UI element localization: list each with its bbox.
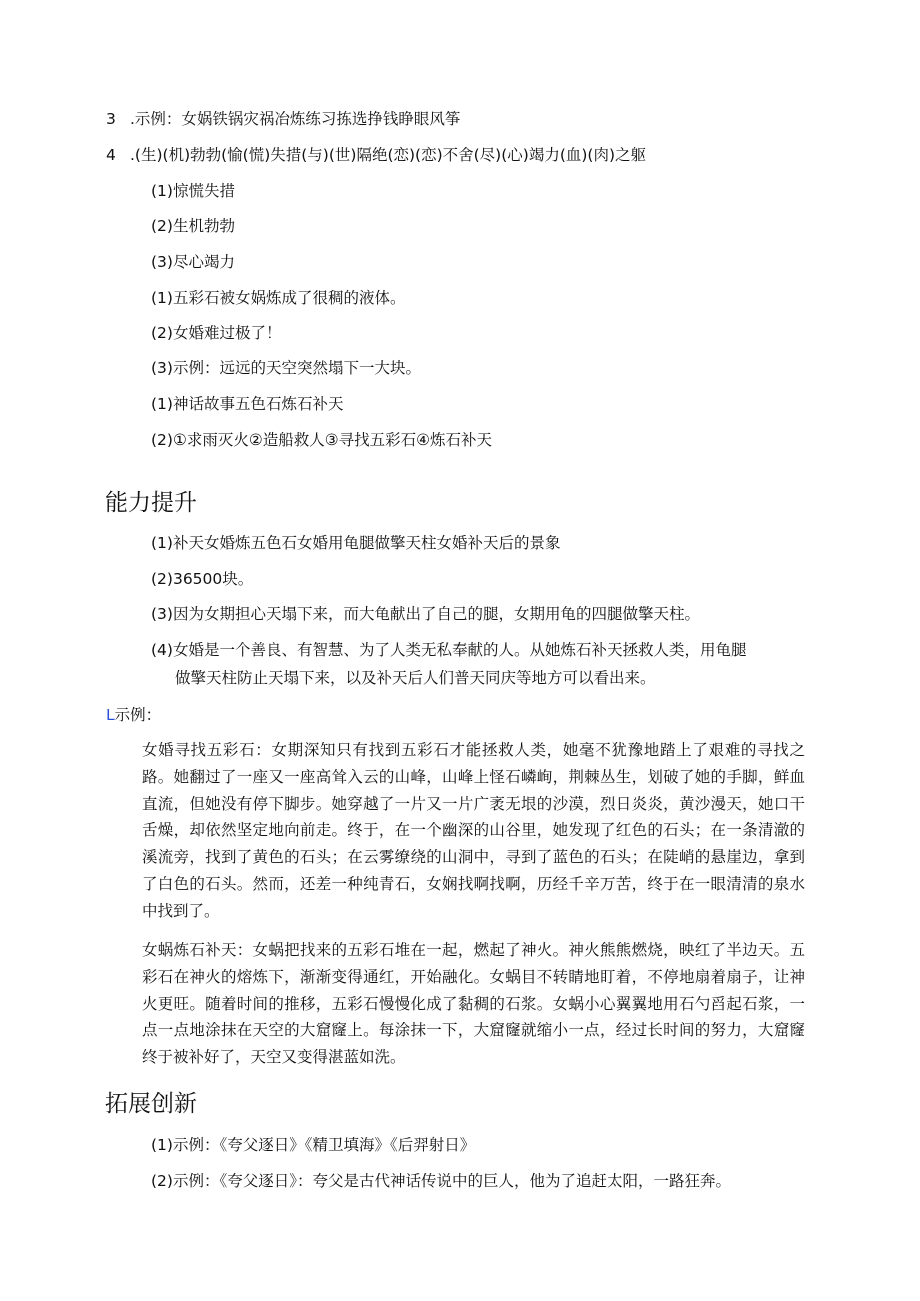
sub-item: (1)五彩石被女娲炼成了很稠的液体。 bbox=[151, 289, 406, 307]
ability-item: (1)补天女婚炼五色石女婚用龟腿做擎天柱女婚补天后的景象 bbox=[151, 534, 561, 552]
answer-item-4 bbox=[106, 144, 646, 166]
section-heading-ability: 能力提升 bbox=[105, 490, 197, 516]
ability-item-4-line1: (4)女婚是一个善良、有智慧、为了人类无私奉献的人。从她炼石补天拯救人类，用龟腿 bbox=[151, 641, 747, 659]
sub-item: (3)尽心竭力 bbox=[151, 253, 235, 271]
sub-item: (2)生机勃勃 bbox=[151, 217, 235, 235]
expand-item: (1)示例：《夸父逐日》《精卫填海》《后羿射日》 bbox=[151, 1136, 476, 1154]
sub-item: (1)惊慌失措 bbox=[151, 182, 235, 200]
example-label-text: 示例： bbox=[114, 706, 162, 724]
item-number: 4 bbox=[106, 146, 116, 164]
ability-item-4-line2: 做擎天柱防止天塌下来，以及补天后人们普天同庆等地方可以看出来。 bbox=[175, 669, 656, 687]
paragraph-text: 女婚寻找五彩石：女期深知只有找到五彩石才能拯救人类，她毫不犹豫地踏上了艰难的寻找之路。她翻过了一座又一座高耸入云的山峰，山峰上怪石嶙峋，荆棘丛生，划破了她的手脚，鲜血直流，但她没有停下脚步。她穿越了一片又一片广袤无垠的沙漠，烈日炎炎，黄沙漫天，她口干舌燥，却依然坚定地向前走。终于，在一个幽深的山谷里，她发现了红色的石头；在一条清澈的溪流旁，找到了黄色的石头；在云雾缭绕的山洞中，寻到了蓝色的石头；在陡峭的悬崖边，拿到了白色的石头。然而，还差一种纯青石，女娴找啊找啊，历经千辛万苦，终于在一眼清清的泉水中找到了。 bbox=[142, 741, 805, 920]
item-text: .(生)(机)勃勃(愉(慌)失措(与)(世)隔绝(恋)(恋)不舍(尽)(心)竭力(血)(肉)之躯 bbox=[130, 146, 647, 164]
answer-item-3 bbox=[106, 108, 460, 130]
item-text: .示例：女娲铁锅灾祸冶炼练习拣选挣钱睁眼风筝 bbox=[130, 110, 461, 128]
paragraph-text: 女蜗炼石补天：女蜗把找来的五彩石堆在一起，燃起了神火。神火熊熊燃烧，映红了半边天。五彩石在神火的熔炼下，渐渐变得通红，开始融化。女蜗目不转睛地盯着，不停地扇着扇子，让神火更旺。随着时间的推移，五彩石慢慢化成了黏稠的石浆。女蜗小心翼翼地用石勺舀起石浆，一点一点地涂抹在天空的大窟窿上。每涂抹一下，大窟窿就缩小一点，经过长时间的努力，大窟窿终于被补好了，天空又变得湛蓝如洗。 bbox=[142, 941, 805, 1067]
expand-item: (2)示例：《夸父逐日》：夸父是古代神话传说中的巨人，他为了追赶太阳，一路狂奔。 bbox=[151, 1172, 731, 1190]
example-paragraph-2 bbox=[142, 937, 805, 1071]
example-paragraph-1 bbox=[142, 737, 805, 925]
sub-item: (3)示例：远远的天空突然塌下一大块。 bbox=[151, 359, 421, 377]
item-number: 3 bbox=[106, 110, 116, 128]
example-label bbox=[106, 704, 161, 726]
sub-item: (2)①求雨灭火②造船救人③寻找五彩石④炼石补天 bbox=[151, 431, 493, 449]
ability-item: (2)36500块。 bbox=[151, 570, 254, 588]
section-heading-expand: 拓展创新 bbox=[105, 1091, 197, 1117]
sub-item: (2)女婚难过极了！ bbox=[151, 324, 282, 342]
sub-item: (1)神话故事五色石炼石补天 bbox=[151, 395, 344, 413]
example-marker: L bbox=[106, 706, 115, 724]
ability-item: (3)因为女期担心天塌下来，而大龟献出了自己的腿，女期用龟的四腿做擎天柱。 bbox=[151, 605, 700, 623]
